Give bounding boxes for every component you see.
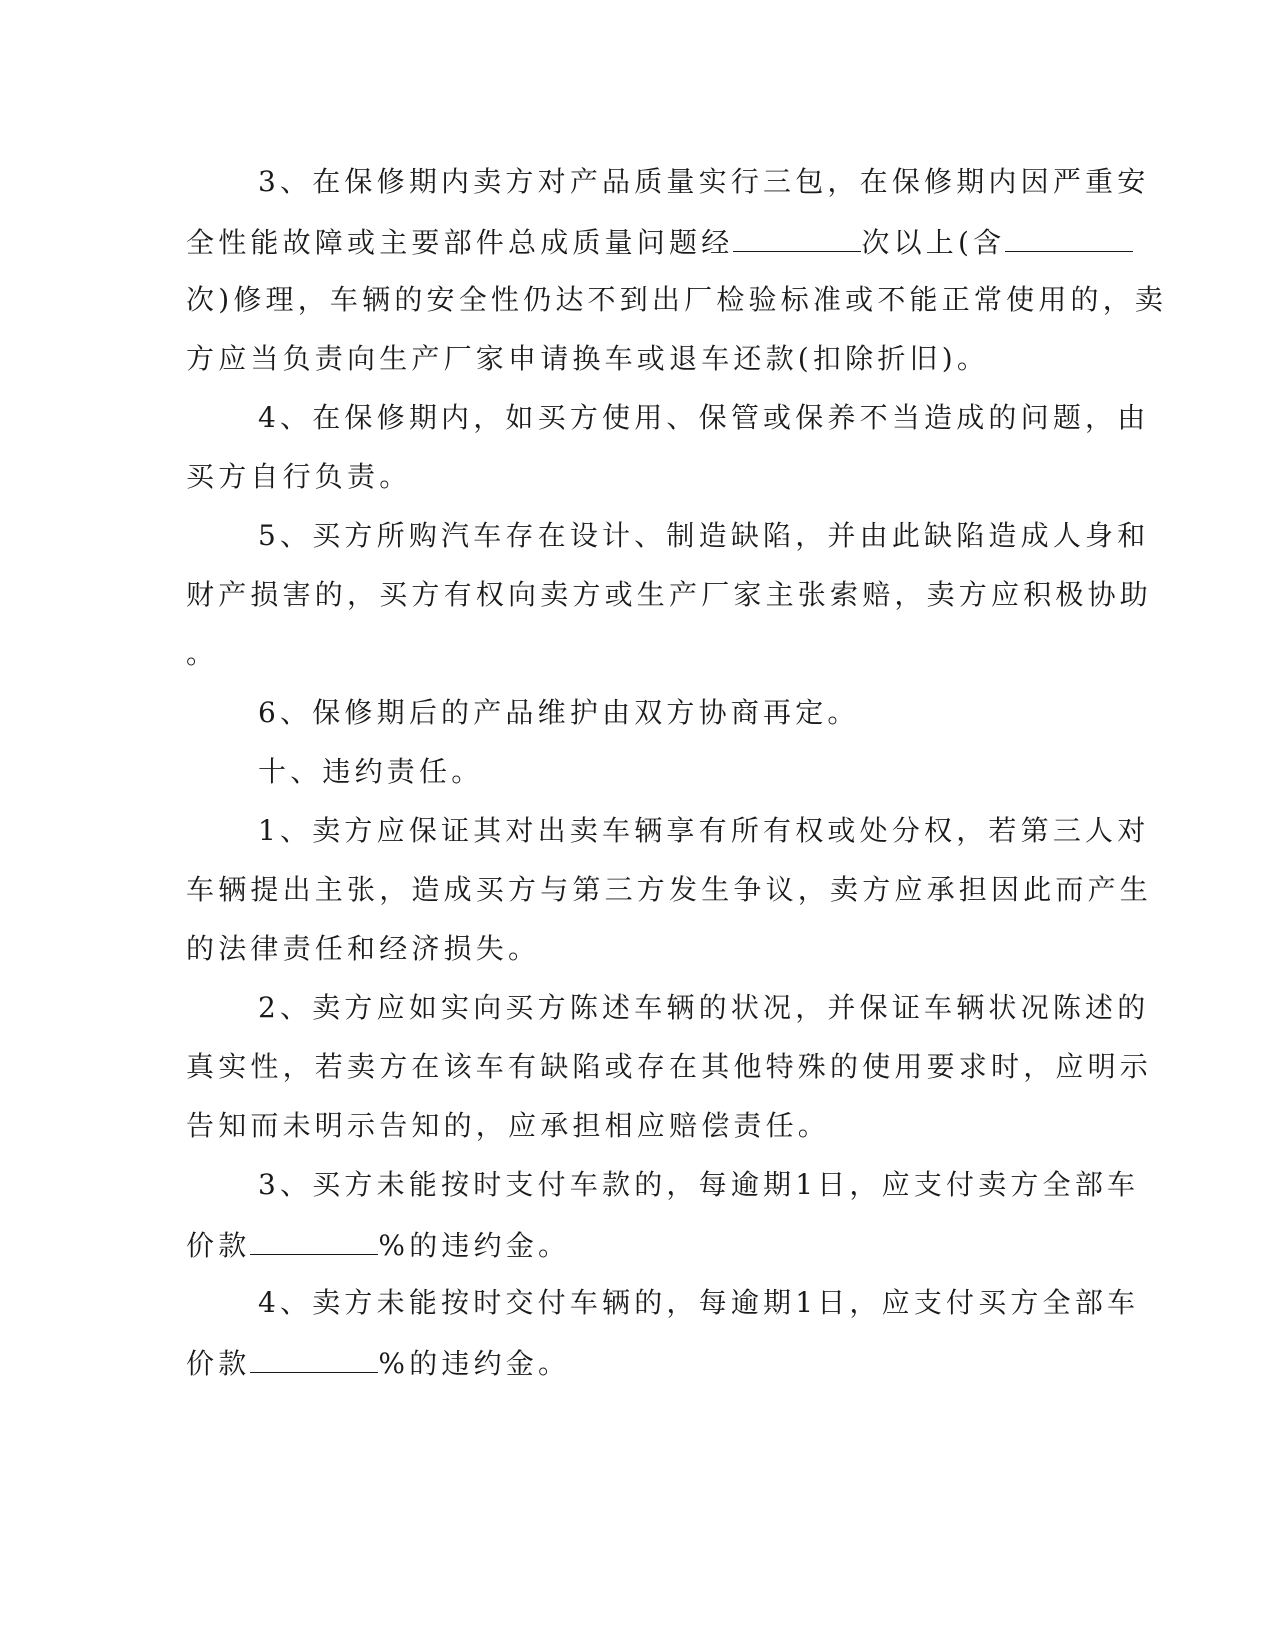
text-line xyxy=(186,221,1066,261)
text-line: 3、买方未能按时支付车款的，每逾期1日，应支付卖方全部车 xyxy=(258,1168,1140,1201)
text-line xyxy=(186,1224,1066,1264)
fill-in-blank[interactable] xyxy=(250,1224,378,1255)
text-line: 1、卖方应保证其对出卖车辆享有所有权或处分权，若第三人对 xyxy=(258,814,1150,847)
text-segment: %的违约金。 xyxy=(378,1347,571,1380)
text-line: 方应当负责向生产厂家申请换车或退车还款(扣除折旧)。 xyxy=(186,342,990,375)
text-line: 买方自行负责。 xyxy=(186,460,412,493)
text-line: 告知而未明示告知的，应承担相应赔偿责任。 xyxy=(186,1109,831,1142)
text-line: 2、卖方应如实向买方陈述车辆的状况，并保证车辆状况陈述的 xyxy=(258,991,1150,1024)
text-line: 5、买方所购汽车存在设计、制造缺陷，并由此缺陷造成人身和 xyxy=(258,519,1150,552)
text-line: 4、卖方未能按时交付车辆的，每逾期1日，应支付买方全部车 xyxy=(258,1286,1140,1319)
text-line: 次)修理，车辆的安全性仍达不到出厂检验标准或不能正常使用的，卖 xyxy=(186,283,1168,316)
text-segment: 全性能故障或主要部件总成质量问题经 xyxy=(186,226,734,259)
text-line: 真实性，若卖方在该车有缺陷或存在其他特殊的使用要求时，应明示 xyxy=(186,1050,1153,1083)
text-segment: 次以上(含 xyxy=(861,226,1006,259)
fill-in-blank[interactable] xyxy=(733,221,861,252)
text-line: 4、在保修期内，如买方使用、保管或保养不当造成的问题，由 xyxy=(258,401,1150,434)
fill-in-blank[interactable] xyxy=(250,1342,378,1373)
text-line xyxy=(186,1342,1066,1382)
section-heading: 十、违约责任。 xyxy=(258,755,484,788)
text-line: 。 xyxy=(186,637,219,670)
text-segment: %的违约金。 xyxy=(378,1229,571,1262)
text-line: 财产损害的，买方有权向卖方或生产厂家主张索赔，卖方应积极协助 xyxy=(186,578,1153,611)
fill-in-blank[interactable] xyxy=(1005,221,1133,252)
text-line: 的法律责任和经济损失。 xyxy=(186,932,541,965)
text-line: 6、保修期后的产品维护由双方协商再定。 xyxy=(258,696,860,729)
text-line: 3、在保修期内卖方对产品质量实行三包，在保修期内因严重安 xyxy=(258,165,1150,198)
text-segment: 价款 xyxy=(186,1347,251,1380)
text-segment: 价款 xyxy=(186,1229,251,1262)
text-line: 车辆提出主张，造成买方与第三方发生争议，卖方应承担因此而产生 xyxy=(186,873,1153,906)
